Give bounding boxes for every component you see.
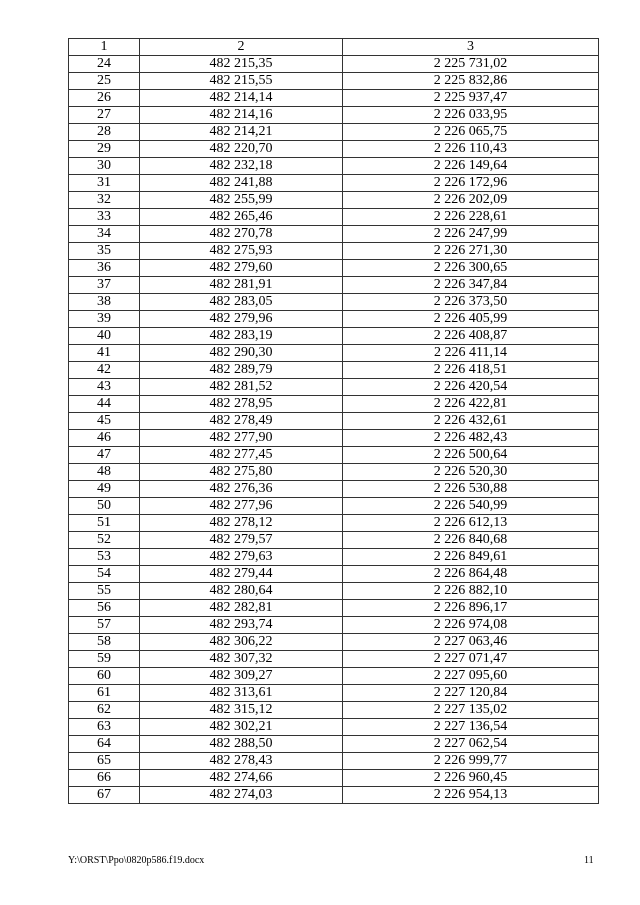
y-coordinate-cell: 2 226 612,13 — [343, 515, 599, 532]
y-coordinate-cell: 2 226 840,68 — [343, 532, 599, 549]
y-coordinate-cell: 2 226 202,09 — [343, 192, 599, 209]
x-coordinate-cell: 482 278,49 — [140, 413, 343, 430]
column-header-1: 1 — [69, 39, 140, 56]
y-coordinate-cell: 2 225 937,47 — [343, 90, 599, 107]
table-row — [69, 447, 599, 464]
x-coordinate-cell: 482 280,64 — [140, 583, 343, 600]
x-coordinate-cell: 482 214,14 — [140, 90, 343, 107]
y-coordinate-cell: 2 226 347,84 — [343, 277, 599, 294]
table-row — [69, 345, 599, 362]
table-row — [69, 226, 599, 243]
coordinates-table — [68, 38, 599, 804]
x-coordinate-cell: 482 270,78 — [140, 226, 343, 243]
table-row — [69, 158, 599, 175]
y-coordinate-cell: 2 227 071,47 — [343, 651, 599, 668]
table-row — [69, 175, 599, 192]
x-coordinate-cell: 482 278,95 — [140, 396, 343, 413]
table-row — [69, 549, 599, 566]
y-coordinate-cell: 2 226 420,54 — [343, 379, 599, 396]
point-number-cell: 47 — [69, 447, 140, 464]
table-row — [69, 515, 599, 532]
point-number-cell: 42 — [69, 362, 140, 379]
table-row — [69, 498, 599, 515]
footer-file-path: Y:\ORST\Ppo\0820p586.f19.docx — [68, 855, 205, 866]
point-number-cell: 37 — [69, 277, 140, 294]
point-number-cell: 51 — [69, 515, 140, 532]
table-row — [69, 209, 599, 226]
point-number-cell: 33 — [69, 209, 140, 226]
table-row — [69, 379, 599, 396]
table-row — [69, 583, 599, 600]
table-row — [69, 260, 599, 277]
y-coordinate-cell: 2 226 864,48 — [343, 566, 599, 583]
x-coordinate-cell: 482 214,16 — [140, 107, 343, 124]
y-coordinate-cell: 2 226 974,08 — [343, 617, 599, 634]
table-row — [69, 566, 599, 583]
y-coordinate-cell: 2 226 033,95 — [343, 107, 599, 124]
x-coordinate-cell: 482 279,96 — [140, 311, 343, 328]
x-coordinate-cell: 482 265,46 — [140, 209, 343, 226]
x-coordinate-cell: 482 275,80 — [140, 464, 343, 481]
point-number-cell: 61 — [69, 685, 140, 702]
point-number-cell: 53 — [69, 549, 140, 566]
table-row — [69, 617, 599, 634]
y-coordinate-cell: 2 226 373,50 — [343, 294, 599, 311]
y-coordinate-cell: 2 226 110,43 — [343, 141, 599, 158]
point-number-cell: 50 — [69, 498, 140, 515]
x-coordinate-cell: 482 279,44 — [140, 566, 343, 583]
y-coordinate-cell: 2 226 300,65 — [343, 260, 599, 277]
point-number-cell: 27 — [69, 107, 140, 124]
point-number-cell: 43 — [69, 379, 140, 396]
y-coordinate-cell: 2 227 136,54 — [343, 719, 599, 736]
table-row — [69, 651, 599, 668]
y-coordinate-cell: 2 226 418,51 — [343, 362, 599, 379]
x-coordinate-cell: 482 279,63 — [140, 549, 343, 566]
x-coordinate-cell: 482 281,52 — [140, 379, 343, 396]
point-number-cell: 46 — [69, 430, 140, 447]
table-row — [69, 787, 599, 804]
y-coordinate-cell: 2 226 172,96 — [343, 175, 599, 192]
point-number-cell: 59 — [69, 651, 140, 668]
x-coordinate-cell: 482 315,12 — [140, 702, 343, 719]
point-number-cell: 48 — [69, 464, 140, 481]
x-coordinate-cell: 482 279,57 — [140, 532, 343, 549]
y-coordinate-cell: 2 226 228,61 — [343, 209, 599, 226]
table-row — [69, 464, 599, 481]
y-coordinate-cell: 2 226 849,61 — [343, 549, 599, 566]
y-coordinate-cell: 2 225 832,86 — [343, 73, 599, 90]
point-number-cell: 64 — [69, 736, 140, 753]
table-row — [69, 141, 599, 158]
table-row — [69, 107, 599, 124]
table-row — [69, 532, 599, 549]
y-coordinate-cell: 2 226 408,87 — [343, 328, 599, 345]
x-coordinate-cell: 482 255,99 — [140, 192, 343, 209]
point-number-cell: 44 — [69, 396, 140, 413]
y-coordinate-cell: 2 227 120,84 — [343, 685, 599, 702]
x-coordinate-cell: 482 309,27 — [140, 668, 343, 685]
x-coordinate-cell: 482 232,18 — [140, 158, 343, 175]
point-number-cell: 66 — [69, 770, 140, 787]
table-row — [69, 753, 599, 770]
point-number-cell: 67 — [69, 787, 140, 804]
y-coordinate-cell: 2 226 500,64 — [343, 447, 599, 464]
y-coordinate-cell: 2 227 062,54 — [343, 736, 599, 753]
x-coordinate-cell: 482 290,30 — [140, 345, 343, 362]
x-coordinate-cell: 482 275,93 — [140, 243, 343, 260]
table-row — [69, 481, 599, 498]
x-coordinate-cell: 482 278,12 — [140, 515, 343, 532]
point-number-cell: 35 — [69, 243, 140, 260]
x-coordinate-cell: 482 283,05 — [140, 294, 343, 311]
x-coordinate-cell: 482 313,61 — [140, 685, 343, 702]
x-coordinate-cell: 482 306,22 — [140, 634, 343, 651]
y-coordinate-cell: 2 226 482,43 — [343, 430, 599, 447]
x-coordinate-cell: 482 293,74 — [140, 617, 343, 634]
point-number-cell: 28 — [69, 124, 140, 141]
point-number-cell: 39 — [69, 311, 140, 328]
point-number-cell: 36 — [69, 260, 140, 277]
table-row — [69, 719, 599, 736]
table-row — [69, 243, 599, 260]
y-coordinate-cell: 2 226 896,17 — [343, 600, 599, 617]
point-number-cell: 38 — [69, 294, 140, 311]
table-row — [69, 770, 599, 787]
point-number-cell: 41 — [69, 345, 140, 362]
point-number-cell: 34 — [69, 226, 140, 243]
x-coordinate-cell: 482 302,21 — [140, 719, 343, 736]
point-number-cell: 49 — [69, 481, 140, 498]
x-coordinate-cell: 482 307,32 — [140, 651, 343, 668]
x-coordinate-cell: 482 215,55 — [140, 73, 343, 90]
point-number-cell: 54 — [69, 566, 140, 583]
y-coordinate-cell: 2 226 422,81 — [343, 396, 599, 413]
table-header-row — [69, 39, 599, 56]
x-coordinate-cell: 482 277,96 — [140, 498, 343, 515]
x-coordinate-cell: 482 214,21 — [140, 124, 343, 141]
table-row — [69, 736, 599, 753]
x-coordinate-cell: 482 274,66 — [140, 770, 343, 787]
x-coordinate-cell: 482 288,50 — [140, 736, 343, 753]
column-header-2: 2 — [140, 39, 343, 56]
table-row — [69, 634, 599, 651]
y-coordinate-cell: 2 227 135,02 — [343, 702, 599, 719]
point-number-cell: 45 — [69, 413, 140, 430]
x-coordinate-cell: 482 277,45 — [140, 447, 343, 464]
x-coordinate-cell: 482 279,60 — [140, 260, 343, 277]
y-coordinate-cell: 2 226 065,75 — [343, 124, 599, 141]
x-coordinate-cell: 482 277,90 — [140, 430, 343, 447]
table-row — [69, 294, 599, 311]
table-row — [69, 430, 599, 447]
table-row — [69, 73, 599, 90]
y-coordinate-cell: 2 226 432,61 — [343, 413, 599, 430]
table-row — [69, 328, 599, 345]
point-number-cell: 60 — [69, 668, 140, 685]
table-row — [69, 192, 599, 209]
table-row — [69, 277, 599, 294]
table-row — [69, 90, 599, 107]
y-coordinate-cell: 2 226 882,10 — [343, 583, 599, 600]
table-row — [69, 413, 599, 430]
x-coordinate-cell: 482 241,88 — [140, 175, 343, 192]
point-number-cell: 57 — [69, 617, 140, 634]
x-coordinate-cell: 482 282,81 — [140, 600, 343, 617]
point-number-cell: 65 — [69, 753, 140, 770]
x-coordinate-cell: 482 289,79 — [140, 362, 343, 379]
point-number-cell: 56 — [69, 600, 140, 617]
table-row — [69, 56, 599, 73]
point-number-cell: 32 — [69, 192, 140, 209]
y-coordinate-cell: 2 226 954,13 — [343, 787, 599, 804]
x-coordinate-cell: 482 276,36 — [140, 481, 343, 498]
y-coordinate-cell: 2 226 530,88 — [343, 481, 599, 498]
x-coordinate-cell: 482 283,19 — [140, 328, 343, 345]
point-number-cell: 62 — [69, 702, 140, 719]
y-coordinate-cell: 2 226 999,77 — [343, 753, 599, 770]
y-coordinate-cell: 2 226 271,30 — [343, 243, 599, 260]
point-number-cell: 58 — [69, 634, 140, 651]
x-coordinate-cell: 482 281,91 — [140, 277, 343, 294]
table-row — [69, 685, 599, 702]
y-coordinate-cell: 2 226 405,99 — [343, 311, 599, 328]
point-number-cell: 52 — [69, 532, 140, 549]
point-number-cell: 40 — [69, 328, 140, 345]
point-number-cell: 29 — [69, 141, 140, 158]
y-coordinate-cell: 2 226 411,14 — [343, 345, 599, 362]
table-row — [69, 124, 599, 141]
column-header-3: 3 — [343, 39, 599, 56]
point-number-cell: 55 — [69, 583, 140, 600]
point-number-cell: 30 — [69, 158, 140, 175]
table-row — [69, 362, 599, 379]
y-coordinate-cell: 2 227 095,60 — [343, 668, 599, 685]
y-coordinate-cell: 2 226 960,45 — [343, 770, 599, 787]
y-coordinate-cell: 2 227 063,46 — [343, 634, 599, 651]
x-coordinate-cell: 482 274,03 — [140, 787, 343, 804]
x-coordinate-cell: 482 220,70 — [140, 141, 343, 158]
x-coordinate-cell: 482 278,43 — [140, 753, 343, 770]
table-row — [69, 702, 599, 719]
x-coordinate-cell: 482 215,35 — [140, 56, 343, 73]
y-coordinate-cell: 2 226 247,99 — [343, 226, 599, 243]
point-number-cell: 25 — [69, 73, 140, 90]
y-coordinate-cell: 2 226 520,30 — [343, 464, 599, 481]
point-number-cell: 63 — [69, 719, 140, 736]
table-row — [69, 311, 599, 328]
y-coordinate-cell: 2 225 731,02 — [343, 56, 599, 73]
point-number-cell: 24 — [69, 56, 140, 73]
table-row — [69, 600, 599, 617]
y-coordinate-cell: 2 226 540,99 — [343, 498, 599, 515]
point-number-cell: 31 — [69, 175, 140, 192]
footer-page-number: 11 — [584, 855, 594, 866]
point-number-cell: 26 — [69, 90, 140, 107]
table-body — [69, 56, 599, 804]
table-row — [69, 396, 599, 413]
y-coordinate-cell: 2 226 149,64 — [343, 158, 599, 175]
table-row — [69, 668, 599, 685]
